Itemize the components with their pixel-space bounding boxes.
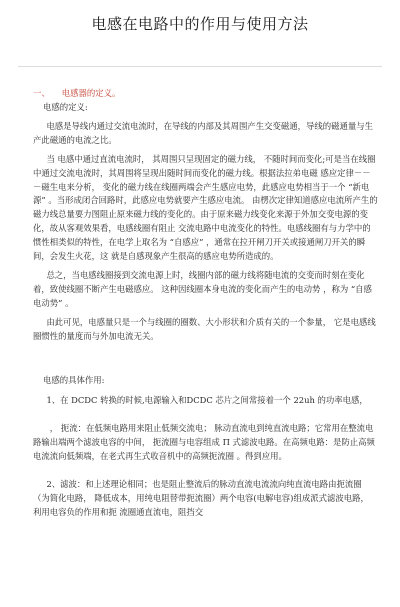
dcdc-paragraph: 1、在 DCDC 转换的时候,电源输入和DCDC 芯片之间常接着一个 22uh 的功率电感， (46, 395, 368, 406)
section-1-heading (33, 87, 120, 99)
principle-paragraph: 当 电感中通过直流电流时， 其周围只呈现固定的磁力线， 不随时间而变化;可是当在线圈中通过交流电流时，其周围将呈现出随时间而变化的磁力线。根据法拉弟电磁 感应定律－－－磁生电来分析， 变化的磁力线在线圈两端会产生感应电势，此感应电势相当于一个 “新电源” 。当形成闭合回路时，此感应电势就要产生感应电流。 由楞次定律知道感应电流所产生的磁力线总量要力图阻止原来磁力线的变化的。由于原来磁力线变化来源于外加交变电源的变化，故从客观效果看，电感线圈有阻止 交流电路中电流变化的特性。电感线圈有与力学中的惯性相类似的特性，在电学上取名为 “自感应” ，通常在拉开闸刀开关或接通闸刀开关的瞬间，会发生火花，这 就是自感现象产生很高的感应电势所造成的。 (33, 153, 378, 262)
conclusion-paragraph: 由此可见，电感量只是一个与线圈的圈数、大小形状和介质有关的一个参量， 它是电感线圈惯性的量度而与外加电流无关。 (33, 316, 376, 341)
choke-paragraph: ， 扼流：在低频电路用来阻止低频交流电； 脉动直流电到纯直流电路；它常用在整流电路输出端两个滤波电容的中间， 扼流圈与电容组成 П 式滤波电路。在高频电路：是防止高频电流流向低频端，在老式再生式收音机中的高频扼流圈 。得到应用。 (33, 423, 375, 462)
section-1-number: 一、 (33, 88, 50, 98)
function-label: 电感的具体作用: (43, 374, 105, 385)
definition-label: 电感的定义: (43, 102, 88, 112)
filter-paragraph: 2、滤波：和上述理论相同；也是阻止整流后的脉动直流电流流向纯直流电路由扼流圈（为简化电路， 降低成本，用纯电阻替带扼流圈）两个电容(电解电容)组成派式滤波电路， 利用电容负的作用和扼 流圈通直流电，阻挡交 (33, 479, 369, 517)
document-title: 电感在电路中的作用与使用方法 (91, 15, 309, 33)
title-divider (18, 66, 382, 67)
summary-paragraph: 总之，当电感线圈接到交流电源上时，线圈内部的磁力线将随电流的交变而时刻在变化着，致使线圈不断产生电磁感应。 这种因线圈本身电流的变化而产生的电动势 ，称为 “自感电动势” 。 (33, 269, 372, 308)
document-body (33, 101, 378, 520)
section-1-heading-text: 电感器的定义。 (61, 88, 121, 98)
definition-paragraph: 电感是导线内通过交流电流时，在导线的内部及其周围产生交变磁通，导线的磁通量与生产此磁通的电流之比。 (33, 120, 374, 145)
